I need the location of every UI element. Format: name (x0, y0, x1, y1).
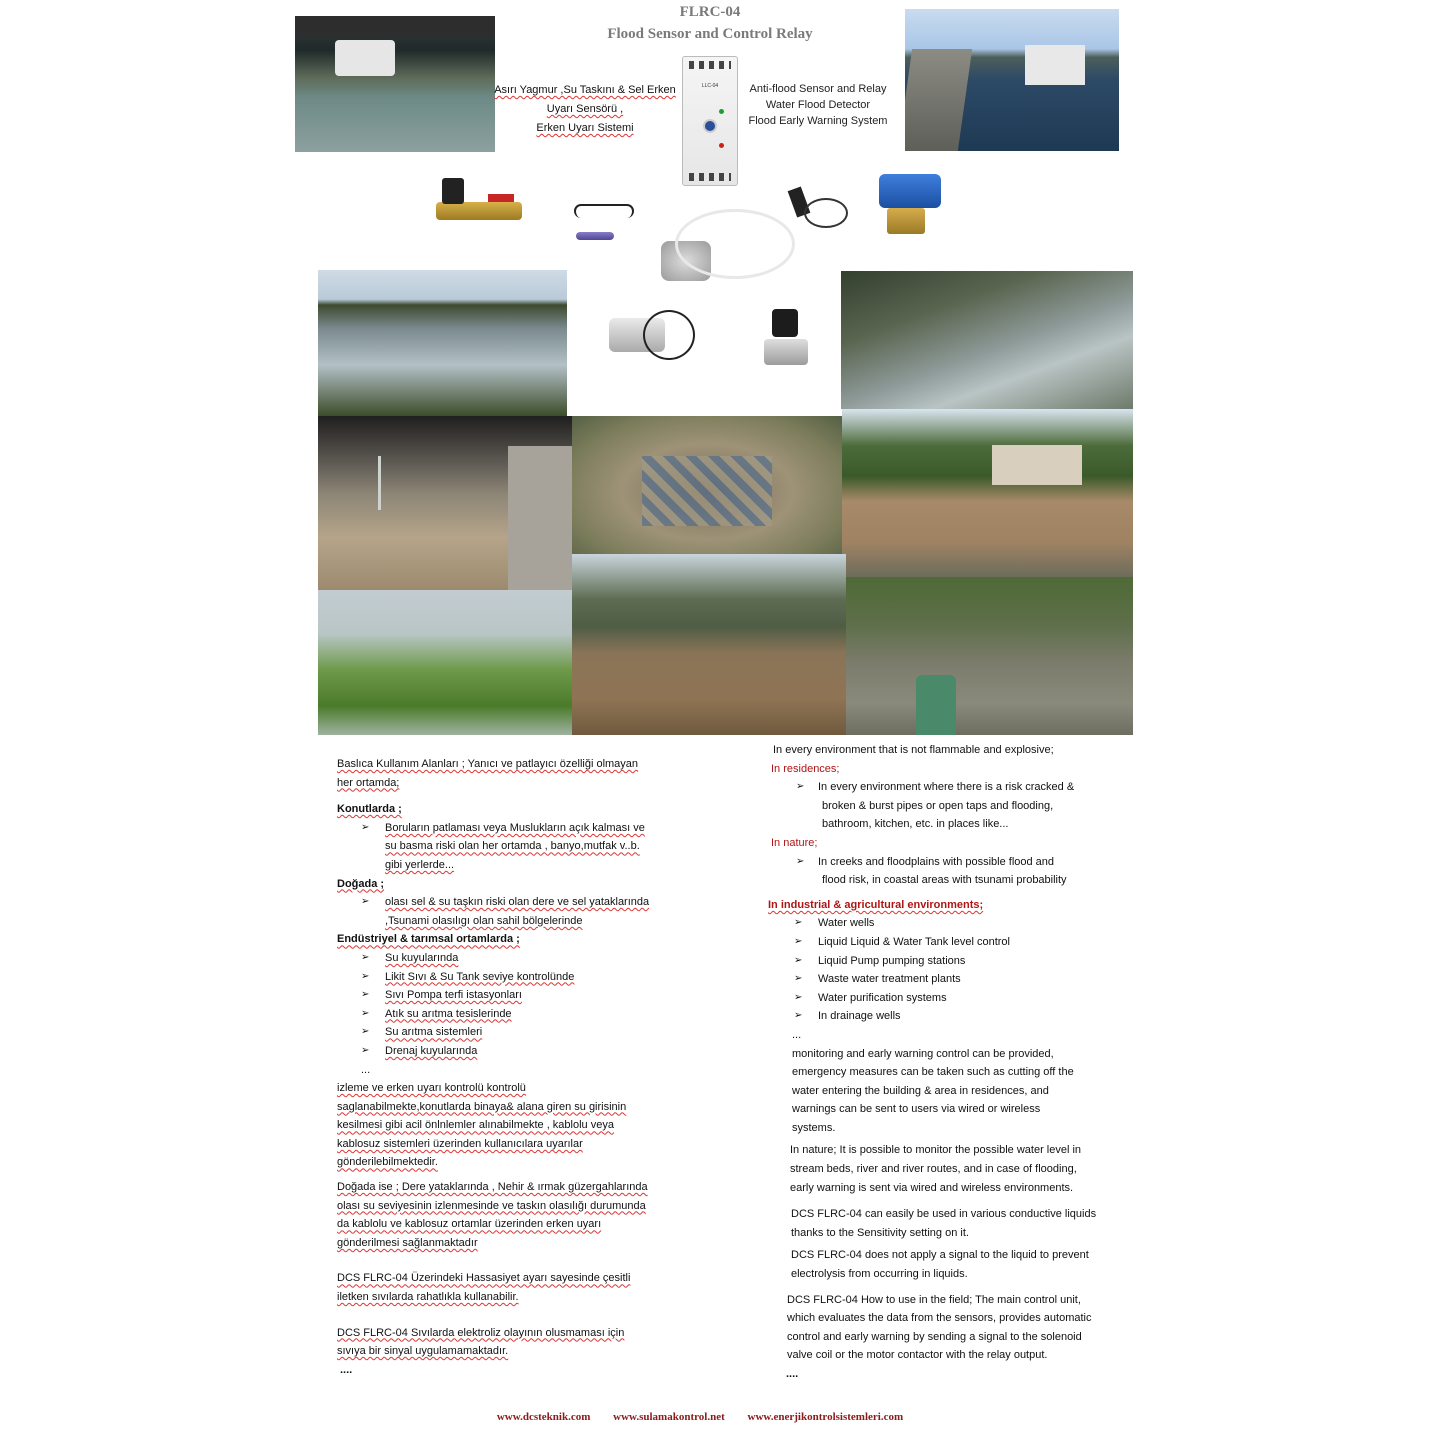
intro-turkish: Asırı Yagmur ,Su Taskını & Sel Erken Uyarı Sensörü , Erken Uyarı Sistemi (494, 84, 676, 134)
en-heading-residences: In residences; (771, 762, 840, 775)
photo-flooded-street-house (842, 409, 1133, 577)
photo-flooded-village-aerial (572, 416, 842, 554)
product-model-title: FLRC-04 (679, 4, 741, 20)
list-item: ➢ Atık su arıtma tesislerinde (337, 1005, 667, 1024)
intro-english: Anti-flood Sensor and Relay Water Flood Detector Flood Early Warning System (748, 83, 888, 127)
tr-heading-industrial: Endüstriyel & tarımsal ortamlarda ; (337, 933, 520, 946)
turkish-description-column: Baslıca Kullanım Alanları ; Yanıcı ve patlayıcı özelliği olmayan her ortamda; Konutlarda ; ➢ Boruların patlaması veya Muslukların açık kalması ve su basma riski olan her ortamda , banyo,mutfak v..b. gibi yerlerde... Doğada ; ➢ olası sel & su taşkın riski olan dere ve sel yataklarında ,Tsunami olasılıgı olan sahil bölgelerinde Endüstriyel & tarımsal ortamlarda ; ➢ Su kuyularında ➢ Likit Sıvı & Su Tank seviye kontrolünde ➢ Sıvı Pompa terfi istasyonları ➢ Atık su arıtma tesislerinde ➢ Su arıtma sistemleri ➢ Drenaj kuyularında ... izleme ve erken uyarı kontrolü kontrolü saglanabilmekte,konutlarda binaya& alana giren su girisinin kesilmesi gibi acil önlnlemler alınabilmekte , kablolu veya kablosuz sistemleri üzerinden kullanıcılara uyarılar gönderilebilmektedir. Doğada ise ; Dere yataklarında , Nehir & ırmak güzergahlarında olası su seviyesinin izlenmesinde ve taskın olasılığı durumunda da kablolu ve kablosuz ortamlar üzerinden erken uyarı gönderilmesi sağlanmaktadır DCS FLRC-04 Üzerindeki Hassasiyet ayarı sayesinde çesitli iletken sıvılarda rahatlıkla kullanabilir. DCS FLRC-04 Sıvılarda elektroliz olayının olusmaması için sıvıya bir sinyal uygulamamaktadır. .... (337, 755, 667, 1379)
flrc-relay-device: LLC-04 (682, 56, 738, 186)
english-description-column: In every environment that is not flammable and explosive; In residences; ➢ In every environment where there is a risk cracked & broken & burst pipes or open taps and flooding, bathroom, kitchen, etc. in places like... In nature; ➢ In creeks and floodplains with possible flood and flood risk, in coastal areas with tsunami probability In industrial & agricultural environments; ➢ Water wells ➢ Liquid Liquid & Water Tank level control ➢ Liquid Pump pumping stations ➢ Waste water treatment plants ➢ Water purification systems ➢ In drainage wells ... monitoring and early warning control can be provided, emergency measures can be taken such as cutting off the water entering the building & area in residences, and warnings can be sent to users via wired or wireless systems. In nature; It is possible to monitor the possible water level in stream beds, river and river routes, and in case of flooding, early warning is sent via wired and wireless environments. DCS FLRC-04 can easily be used in various conductive liquids thanks to the Sensitivity setting on it. DCS FLRC-04 does not apply a signal to the liquid to prevent electrolysis from occurring in liquids. DCS FLRC-04 How to use in the field; The main control unit, which evaluates the data from the sensors, provides automatic control and early warning by sending a signal to the solenoid valve coil or the motor contactor with the relay output. .... (768, 741, 1098, 1384)
photo-flooded-cornfield (318, 270, 567, 416)
photo-flooded-crops (318, 590, 572, 735)
tr-heading-residences: Konutlarda ; (337, 803, 402, 816)
list-item: ➢ Water purification systems (790, 989, 1098, 1008)
list-item: ➢ Liquid Pump pumping stations (790, 952, 1098, 971)
photo-river-flood (572, 554, 846, 735)
list-item: ➢ Su arıtma sistemleri (337, 1023, 667, 1042)
en-heading-nature: In nature; (771, 836, 818, 849)
list-item: ➢ Liquid Liquid & Water Tank level control (790, 933, 1098, 952)
photo-motorized-valve (873, 168, 947, 240)
list-item: ➢ Waste water treatment plants (790, 970, 1098, 989)
photo-solenoid-ball-valve (432, 172, 528, 244)
product-subtitle: Flood Sensor and Control Relay (607, 26, 813, 42)
photo-float-switch (778, 168, 850, 240)
photo-flow-sensor (603, 300, 703, 380)
photo-flooded-dock (905, 9, 1119, 151)
photo-flooded-tunnel (318, 416, 572, 590)
list-item: ➢ Water wells (790, 914, 1098, 933)
sensitivity-knob (703, 119, 717, 133)
list-item: ➢ Su kuyularında (337, 949, 667, 968)
en-heading-industrial: In industrial & agricultural environments; (768, 898, 984, 911)
photo-probe-sensor (566, 198, 646, 248)
list-item: ➢ In drainage wells (790, 1007, 1098, 1026)
tr-heading-nature: Doğada ; (337, 877, 385, 890)
list-item: ➢ Sıvı Pompa terfi istasyonları (337, 986, 667, 1005)
footer-link-sulamakontrol[interactable]: www.sulamakontrol.net (613, 1411, 725, 1423)
photo-flooded-garden (846, 577, 1133, 735)
footer-links (430, 1411, 970, 1423)
footer-link-dcsteknik[interactable]: www.dcsteknik.com (496, 1411, 591, 1423)
list-item: ➢ Drenaj kuyularında (337, 1042, 667, 1061)
footer-link-enerjikontrol[interactable]: www.enerjikontrolsistemleri.com (747, 1411, 904, 1423)
photo-solenoid-valve (760, 305, 814, 371)
list-item: ➢ Likit Sıvı & Su Tank seviye kontrolünde (337, 968, 667, 987)
photo-sensor-under-dock (295, 16, 495, 152)
photo-flooding-field-water (841, 271, 1133, 409)
